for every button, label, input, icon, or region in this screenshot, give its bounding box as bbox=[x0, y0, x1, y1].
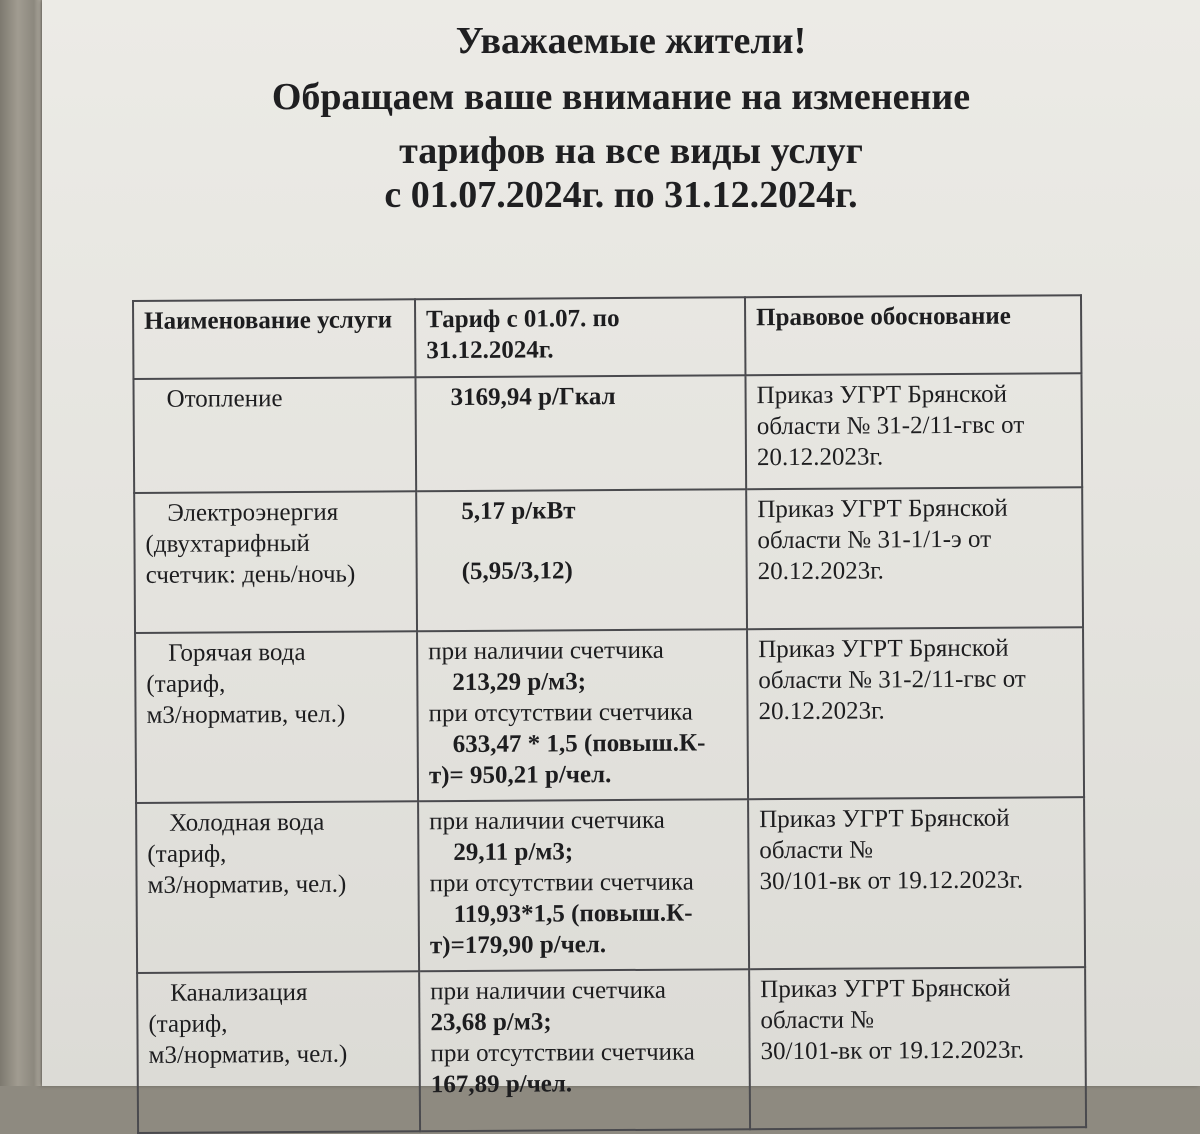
legal-line: Приказ УГРТ Брянской bbox=[760, 974, 1011, 1004]
legal-line: области № bbox=[759, 836, 874, 865]
tariff-value: 5,17 р/кВт bbox=[461, 497, 576, 525]
tariff-value: 29,11 р/м3; bbox=[453, 838, 574, 867]
table-row-hot-water bbox=[135, 627, 1084, 803]
tariff-table bbox=[132, 294, 1087, 1134]
tariff-text: при отсутствии счетчика bbox=[430, 1038, 695, 1068]
service-cell bbox=[136, 801, 419, 973]
service-detail: м3/норматив, чел.) bbox=[146, 700, 346, 729]
tariff-value: т)=179,90 р/чел. bbox=[429, 931, 607, 960]
tariff-text: при наличии счетчика bbox=[428, 636, 664, 666]
tariff-value: 167,89 р/чел. bbox=[430, 1070, 573, 1099]
legal-cell bbox=[748, 797, 1085, 969]
notice-title-line1: Обращаем ваше внимание на изменение bbox=[271, 76, 971, 118]
service-detail: счетчик: день/ночь) bbox=[145, 560, 356, 589]
service-detail: (тариф, bbox=[147, 840, 227, 868]
legal-cell bbox=[747, 627, 1084, 799]
service-name: Холодная вода bbox=[169, 808, 325, 837]
tariff-value: 213,29 р/м3; bbox=[452, 668, 587, 697]
legal-line: Приказ УГРТ Брянской bbox=[756, 380, 1008, 410]
service-cell bbox=[134, 491, 417, 633]
legal-line: 20.12.2023г. bbox=[758, 697, 885, 726]
tariff-cell bbox=[419, 969, 750, 1131]
column-header-service: Наименование услуги bbox=[133, 299, 415, 379]
legal-line: Приказ УГРТ Брянской bbox=[758, 634, 1009, 664]
service-cell bbox=[137, 971, 420, 1133]
tariff-cell bbox=[417, 629, 748, 801]
service-name: Электроэнергия bbox=[167, 498, 339, 527]
tariff-value: 633,47 * 1,5 (повыш.К- bbox=[452, 729, 706, 759]
tariff-cell bbox=[415, 375, 746, 491]
tariff-text: при наличии счетчика bbox=[429, 806, 665, 836]
tariff-value: т)= 950,21 р/чел. bbox=[428, 761, 612, 790]
service-detail: (тариф, bbox=[148, 1010, 228, 1038]
tariff-text: при отсутствии счетчика bbox=[428, 698, 693, 728]
legal-cell bbox=[749, 967, 1086, 1129]
table-row-sewerage bbox=[137, 967, 1086, 1133]
tariff-day-night: (5,95/3,12) bbox=[461, 557, 573, 585]
service-detail: м3/норматив, чел.) bbox=[148, 1040, 348, 1069]
table-row-electricity bbox=[134, 487, 1083, 633]
service-detail: (двухтарифный bbox=[145, 529, 310, 558]
service-cell bbox=[135, 631, 418, 803]
tariff-value: 23,68 р/м3; bbox=[430, 1008, 552, 1037]
notice-greeting: Уважаемые жители! bbox=[455, 20, 807, 62]
legal-line: области № 31-1/1-э от bbox=[757, 525, 992, 555]
service-name: Канализация bbox=[170, 978, 308, 1007]
legal-line: 20.12.2023г. bbox=[756, 443, 884, 472]
tariff-value: 3169,94 р/Гкал bbox=[450, 383, 616, 412]
table-row-cold-water bbox=[136, 797, 1085, 973]
legal-line: области № 31-2/11-гвс от bbox=[756, 411, 1025, 441]
service-detail: м3/норматив, чел.) bbox=[147, 870, 347, 899]
table-row-heating bbox=[133, 373, 1082, 493]
service-cell bbox=[133, 377, 416, 493]
legal-line: 30/101-вк от 19.12.2023г. bbox=[759, 866, 1024, 896]
legal-line: 30/101-вк от 19.12.2023г. bbox=[760, 1036, 1025, 1066]
column-header-legal: Правовое обоснование bbox=[745, 295, 1081, 375]
column-header-tariff: Тариф с 01.07. по 31.12.2024г. bbox=[415, 297, 745, 377]
notice-sheet bbox=[42, 0, 1200, 1099]
legal-line: области № bbox=[760, 1006, 875, 1035]
service-name: Отопление bbox=[166, 385, 283, 413]
service-detail: (тариф, bbox=[146, 670, 226, 698]
legal-cell bbox=[746, 487, 1083, 629]
legal-cell bbox=[745, 373, 1082, 489]
notice-period: с 01.07.2024г. по 31.12.2024г. bbox=[384, 174, 858, 216]
legal-line: Приказ УГРТ Брянской bbox=[757, 494, 1008, 524]
legal-line: Приказ УГРТ Брянской bbox=[759, 804, 1010, 834]
legal-line: области № 31-2/11-гвс от bbox=[758, 665, 1026, 695]
service-name: Горячая вода bbox=[168, 638, 306, 667]
tariff-cell bbox=[418, 799, 749, 971]
legal-line: 20.12.2023г. bbox=[757, 557, 884, 586]
table-header-row bbox=[133, 295, 1081, 379]
tariff-text: при наличии счетчика bbox=[430, 976, 666, 1006]
tariff-text: при отсутствии счетчика bbox=[429, 868, 694, 898]
notice-title-line2: тарифов на все виды услуг bbox=[399, 130, 863, 172]
tariff-cell bbox=[416, 489, 747, 631]
tariff-value: 119,93*1,5 (повыш.К- bbox=[453, 899, 693, 929]
